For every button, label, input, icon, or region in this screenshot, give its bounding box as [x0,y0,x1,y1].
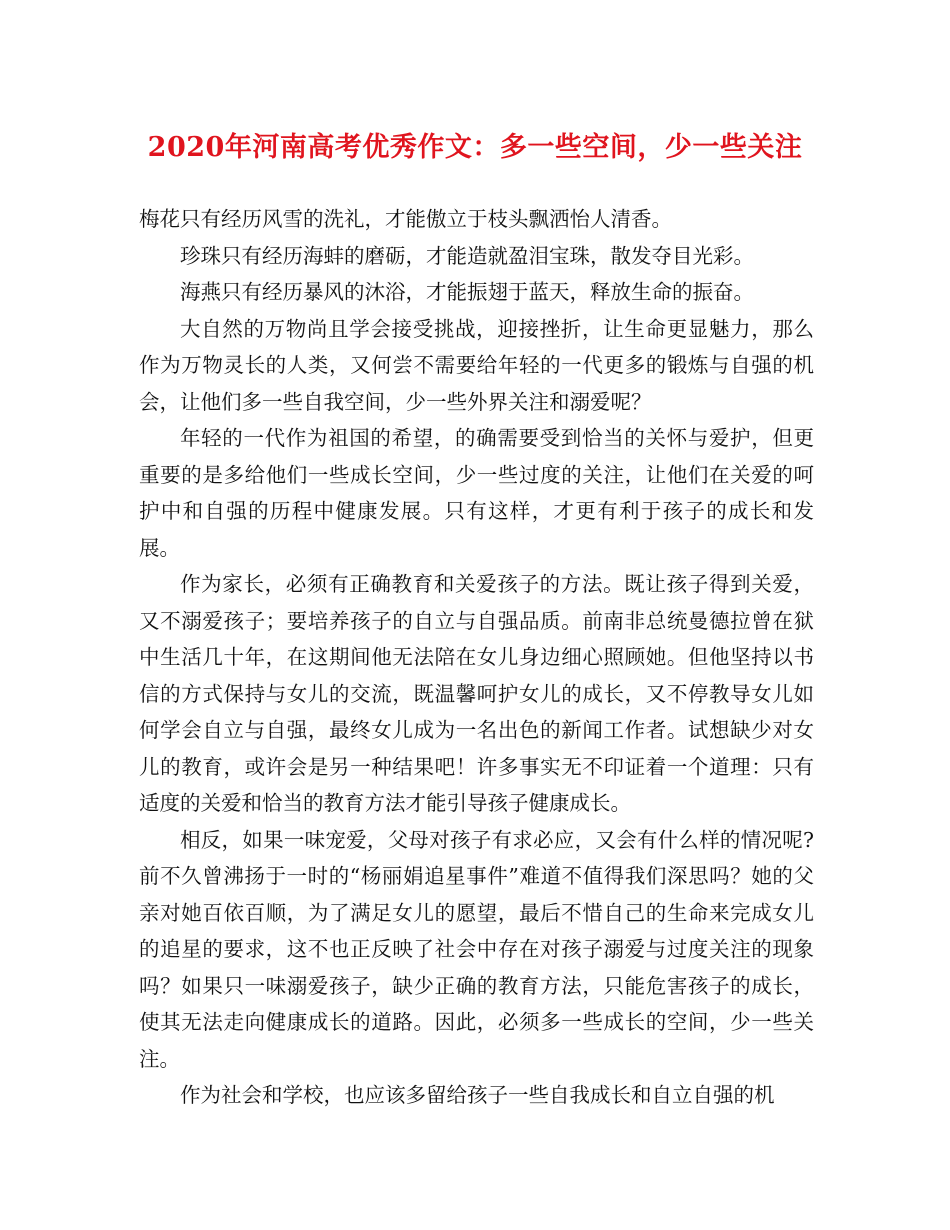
paragraph-7: 相反，如果一味宠爱，父母对孩子有求必应，又会有什么样的情况呢?前不久曾沸扬于一时的“杨丽娟追星事件”难道不值得我们深思吗？她的父亲对她百依百顺，为了满足女儿的愿望，最后不惜自己的生命来完成女儿的追星的要求，这不也正反映了社会中存在对孩子溺爱与过度关注的现象吗？如果只一味溺爱孩子，缺少正确的教育方法，只能危害孩子的成长，使其无法走向健康成长的道路。因此，必须多一些成长的空间，少一些关注。 [139,827,814,1071]
paragraph-1: 梅花只有经历风雪的洗礼，才能傲立于枝头飘洒怡人清香。 [139,207,672,231]
paragraph-4: 大自然的万物尚且学会接受挑战，迎接挫折，让生命更显魅力，那么作为万物灵长的人类，又何尝不需要给年轻的一代更多的锻炼与自强的机会，让他们多一些自我空间，少一些外界关注和溺爱呢？ [139,316,814,414]
paragraph-3: 海燕只有经历暴风的沐浴，才能振翅于蓝天，释放生命的振奋。 [180,280,754,304]
paragraph-5: 年轻的一代作为祖国的希望，的确需要受到恰当的关怀与爱护，但更重要的是多给他们一些成长空间，少一些过度的关注，让他们在关爱的呵护中和自强的历程中健康发展。只有这样，才更有利于孩子的成长和发展。 [139,426,814,560]
document-title: 2020年河南高考优秀作文：多一些空间，少一些关注 [147,132,803,163]
paragraph-6: 作为家长，必须有正确教育和关爱孩子的方法。既让孩子得到关爱，又不溺爱孩子；要培养孩子的自立与自强品质。前南非总统曼德拉曾在狱中生活几十年，在这期间他无法陪在女儿身边细心照顾她。但他坚持以书信的方式保持与女儿的交流，既温馨呵护女儿的成长，又不停教导女儿如何学会自立与自强，最终女儿成为一名出色的新闻工作者。试想缺少对女儿的教育，或许会是另一种结果吧！许多事实无不印证着一个道理：只有适度的关爱和恰当的教育方法才能引导孩子健康成长。 [139,572,814,815]
paragraph-8: 作为社会和学校，也应该多留给孩子一些自我成长和自立自强的机 [180,1083,775,1107]
paragraph-2: 珍珠只有经历海蚌的磨砺，才能造就盈泪宝珠，散发夺目光彩。 [180,243,754,268]
document-body [139,201,814,1114]
